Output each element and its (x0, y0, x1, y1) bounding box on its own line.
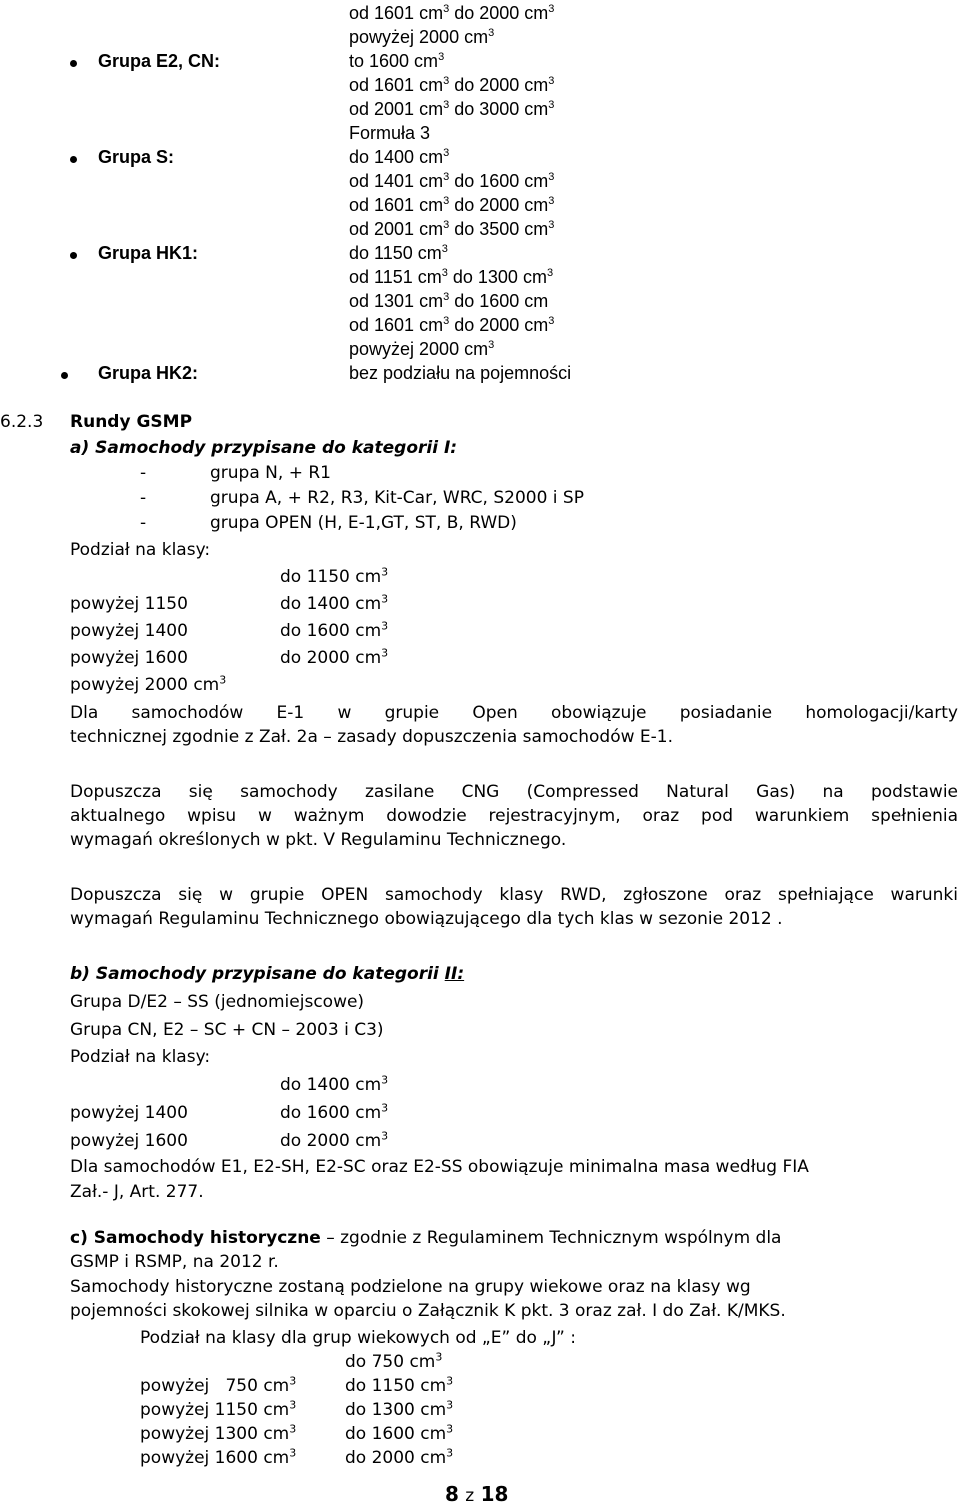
class-lower: powyżej 1600 (70, 648, 188, 668)
class-lower: powyżej 1400 (70, 1103, 188, 1123)
capacity-line: to 1600 $cm^3$ (349, 51, 445, 71)
capacity-line: bez podziału na pojemności (349, 363, 572, 383)
class-lower: powyżej 750 $cm^3$ (140, 1374, 297, 1396)
class-upper: do 1400 $cm^3$ (280, 1073, 389, 1095)
class-upper: do 2000 $cm^3$ (280, 646, 389, 668)
class-upper: do 1300 $cm^3$ (345, 1398, 454, 1420)
capacity-line: od 1601 $cm^3$ do 2000 $cm^3$ (349, 195, 555, 215)
capacity-line: od 1401 $cm^3$ do 1600 $cm^3$ (349, 171, 555, 191)
section-number: 6.2.3 (0, 412, 44, 432)
group-line: Grupa D/E2 – SS (jednomiejscowe) (70, 992, 365, 1012)
class-division-label: Podział na klasy: (70, 540, 211, 560)
paragraph-line: wymagań Regulaminu Technicznego obowiązującego dla tych klas w sezonie 2012 . (70, 909, 783, 929)
capacity-line: od 1151 $cm^3$ do 1300 $cm^3$ (349, 267, 554, 287)
class-upper: do 2000 $cm^3$ (345, 1446, 454, 1468)
dash: - (140, 463, 147, 483)
class-lower: powyżej 1600 (70, 1131, 188, 1151)
capacity-line: od 1601 $cm^3$ do 2000 $cm^3$ (349, 3, 555, 23)
class-upper: do 750 $cm^3$ (345, 1350, 443, 1372)
class-lower: powyżej 1150 (70, 594, 188, 614)
paragraph-line: Dla samochodów E-1 w grupie Open obowiązuje posiadanie homologacji/karty (70, 703, 958, 723)
class-upper: do 1600 $cm^3$ (280, 1101, 389, 1123)
category-c-heading: c) Samochody historyczne – zgodnie z Regulaminem Technicznym wspólnym dla (70, 1228, 782, 1248)
class-lower: powyżej 2000 $cm^3$ (70, 673, 227, 695)
category-a-heading: a) Samochody przypisane do kategorii I: (70, 438, 458, 458)
capacity-line: od 2001 $cm^3$ do 3500 $cm^3$ (349, 219, 555, 239)
capacity-line: powyżej 2000 $cm^3$ (349, 339, 495, 359)
dash: - (140, 513, 147, 533)
capacity-line: od 1301 $cm^3$ do 1600 cm (349, 291, 549, 311)
class-upper: do 1600 $cm^3$ (280, 619, 389, 641)
group-label: Grupa E2, CN: (98, 51, 221, 71)
capacity-line: do 1400 $cm^3$ (349, 147, 450, 167)
capacity-line: Formuła 3 (349, 123, 431, 143)
class-division-label: Podział na klasy: (70, 1047, 211, 1067)
age-group-heading: Podział na klasy dla grup wiekowych od „E” do „J” : (140, 1328, 576, 1348)
group-line: Grupa CN, E2 – SC + CN – 2003 i C3) (70, 1020, 384, 1040)
class-lower: powyżej 1600 $cm^3$ (140, 1446, 297, 1468)
paragraph-line: Samochody historyczne zostaną podzielone na grupy wiekowe oraz na klasy wg (70, 1277, 751, 1297)
capacity-line: od 1601 $cm^3$ do 2000 $cm^3$ (349, 75, 555, 95)
class-upper: do 1150 $cm^3$ (345, 1374, 454, 1396)
class-upper: do 1600 $cm^3$ (345, 1422, 454, 1444)
dash: - (140, 488, 147, 508)
class-lower: powyżej 1300 $cm^3$ (140, 1422, 297, 1444)
paragraph-line: Zał.- J, Art. 277. (70, 1182, 204, 1202)
bullet-icon (70, 252, 77, 259)
section-title: Rundy GSMP (70, 412, 193, 432)
list-item: grupa A, + R2, R3, Kit-Car, WRC, S2000 i SP (210, 488, 584, 508)
paragraph-line: technicznej zgodnie z Zał. 2a – zasady dopuszczenia samochodów E-1. (70, 727, 674, 747)
paragraph-line: Dopuszcza się samochody zasilane CNG (Compressed Natural Gas) na podstawie (70, 782, 958, 802)
paragraph-line: pojemności skokowej silnika w oparciu o Załącznik K pkt. 3 oraz zał. I do Zał. K/MKS. (70, 1301, 786, 1321)
paragraph-line: aktualnego wpisu w ważnym dowodzie rejestracyjnym, oraz pod warunkiem spełnienia (70, 806, 958, 826)
group-label: Grupa HK1: (98, 243, 199, 263)
capacity-line: powyżej 2000 $cm^3$ (349, 27, 495, 47)
list-item: grupa N, + R1 (210, 463, 331, 483)
class-lower: powyżej 1150 $cm^3$ (140, 1398, 297, 1420)
list-item: grupa OPEN (H, E-1,GT, ST, B, RWD) (210, 513, 517, 533)
paragraph-line: GSMP i RSMP, na 2012 r. (70, 1252, 279, 1272)
page-number: 8 z 18 (445, 1482, 509, 1506)
capacity-line: do 1150 $cm^3$ (349, 243, 448, 263)
class-upper: do 2000 $cm^3$ (280, 1129, 389, 1151)
group-label: Grupa HK2: (98, 363, 199, 383)
class-lower: powyżej 1400 (70, 621, 188, 641)
group-label: Grupa S: (98, 147, 175, 167)
bullet-icon (61, 372, 68, 379)
class-upper: do 1400 $cm^3$ (280, 592, 389, 614)
capacity-line: od 2001 $cm^3$ do 3000 $cm^3$ (349, 99, 555, 119)
bullet-icon (70, 60, 77, 67)
paragraph-line: wymagań określonych w pkt. V Regulaminu Technicznego. (70, 830, 567, 850)
bullet-icon (70, 156, 77, 163)
class-upper: do 1150 $cm^3$ (280, 565, 389, 587)
paragraph-line: Dla samochodów E1, E2-SH, E2-SC oraz E2-SS obowiązuje minimalna masa według FIA (70, 1157, 809, 1177)
paragraph-line: Dopuszcza się w grupie OPEN samochody klasy RWD, zgłoszone oraz spełniające warunki (70, 885, 958, 905)
capacity-line: od 1601 $cm^3$ do 2000 $cm^3$ (349, 315, 555, 335)
category-b-heading: b) Samochody przypisane do kategorii II: (70, 964, 465, 984)
